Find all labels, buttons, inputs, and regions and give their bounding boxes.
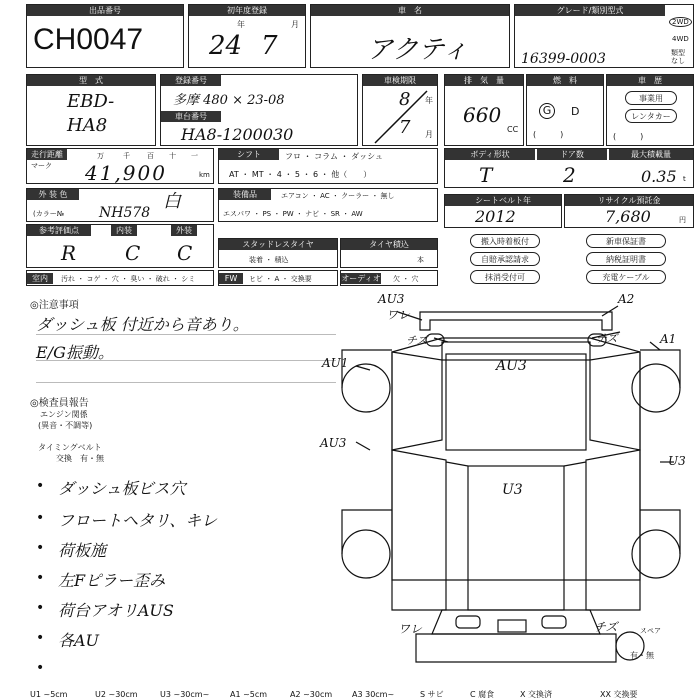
- timing-options: 交換 有・無: [56, 454, 104, 463]
- first-registration-box: [188, 4, 306, 68]
- inspector-bullet-6: •: [36, 660, 45, 676]
- notes-line-1: ダッシュ板 付近から音あり。: [36, 315, 249, 334]
- body-label: ボディ形状: [445, 149, 535, 160]
- legend-0: [30, 690, 67, 700]
- fuel-other: ( ): [533, 130, 564, 139]
- tire-stack-label: タイヤ積込: [341, 239, 437, 250]
- notes-rule-3: [36, 382, 336, 383]
- year-unit: 年: [237, 20, 245, 29]
- mileage-value: 41,900: [85, 161, 167, 185]
- wheel-rear-left: [342, 530, 390, 578]
- grade-box: [514, 4, 694, 68]
- mark-left-door: AU1: [322, 356, 349, 370]
- legend-item-6: S サビ: [420, 690, 444, 699]
- capacity-unit: t: [683, 175, 686, 183]
- license-plate: [498, 620, 526, 632]
- inspector-item-1: フロートヘタリ、キレ: [58, 511, 218, 530]
- mark-far-right: A1: [660, 332, 677, 346]
- mark-top-left-b: ワレ: [386, 308, 411, 322]
- engine-label: エンジン関係: [40, 410, 88, 419]
- first-reg-month: 7: [261, 31, 278, 61]
- sticker-0: 搬入時着板付: [470, 234, 540, 248]
- sticker-1: 自賠承認請求: [470, 252, 540, 266]
- doors-label: ドア数: [537, 149, 607, 160]
- inspector-item-4: 荷台アオリAUS: [58, 601, 174, 620]
- lot-number-label: 出品番号: [27, 5, 183, 16]
- history-rental: レンタカー: [625, 109, 677, 123]
- legend-3: [230, 690, 267, 700]
- inspection-strike: [371, 89, 431, 145]
- car-name-box: [310, 4, 510, 68]
- seatbelt-label: シートベルト年: [445, 195, 561, 206]
- notes-title: ◎注意事項: [30, 300, 79, 311]
- wheel-front-right: [632, 364, 680, 412]
- front-arch-right: [640, 350, 680, 388]
- mileage-unit-2: 百: [147, 152, 154, 160]
- fuel-d: D: [571, 105, 580, 118]
- aircon-options: エアコン ・ AC ・ クーラー ・ 無し: [281, 192, 395, 200]
- first-reg-year: 24: [209, 31, 243, 61]
- inspection-year: 8: [399, 89, 411, 110]
- mark-top-right: A2: [618, 292, 635, 306]
- inspector-bullet-0: •: [36, 478, 45, 494]
- month-unit: 月: [291, 20, 299, 29]
- fuel-g: G: [539, 103, 555, 119]
- lot-number-box: [26, 4, 184, 68]
- inspector-item-0: ダッシュ板ビス穴: [58, 479, 186, 498]
- studless-label: スタッドレスタイヤ: [219, 239, 337, 250]
- seatbelt-box: [444, 194, 562, 228]
- legend-item-1: U2 ~30cm: [95, 690, 138, 699]
- legend-7: [470, 690, 494, 700]
- mileage-unit-0: 万: [97, 152, 104, 160]
- history-label: 車 歴: [607, 75, 693, 86]
- sticker-2: 抹消受付可: [470, 270, 540, 284]
- displacement-value: 660: [463, 103, 502, 127]
- capacity-value: 0.35: [641, 167, 677, 186]
- legend-1: [95, 690, 138, 700]
- mark-top-left-a: AU3: [378, 292, 405, 306]
- capacity-label: 最大積載量: [609, 149, 693, 160]
- registration-box: [160, 74, 358, 146]
- reg-number: 多摩 480 × 23-08: [173, 93, 285, 108]
- inspector-bullet-1: •: [36, 510, 45, 526]
- taillight-left: [456, 616, 480, 628]
- inspection-year-unit: 年: [425, 96, 433, 105]
- engine-sub: (異音・不調等): [38, 421, 93, 430]
- drive-4wd: 4WD: [672, 35, 689, 43]
- shift-type: AT ・ MT ・ 4 ・ 5 ・ 6 ・ 他（ ）: [229, 170, 372, 179]
- room-box: [26, 270, 214, 286]
- doors-value: 2: [563, 163, 576, 187]
- lot-number: CH0047: [33, 23, 144, 56]
- first-registration-label: 初年度登録: [189, 5, 305, 16]
- drive-none: 類型なし: [671, 49, 685, 65]
- audio-options: 欠 ・ 穴: [393, 275, 419, 283]
- left-panel: [392, 450, 446, 610]
- right-panel: [586, 450, 640, 610]
- spare-value: 有・無: [630, 651, 654, 660]
- taillight-right: [542, 616, 566, 628]
- ref-eval-label: 参考評価点: [27, 225, 91, 236]
- inspection-label: 車検期限: [363, 75, 437, 86]
- mark-bed: U3: [502, 482, 523, 498]
- mark-mid-right: チズ: [596, 332, 618, 345]
- studless-box: [218, 238, 338, 268]
- km-unit: km: [199, 171, 210, 179]
- mileage-unit-4: 一: [191, 152, 198, 160]
- mark-right-mid: U3: [668, 454, 686, 468]
- shift-box: [218, 148, 438, 184]
- leader-top-right: [602, 306, 618, 316]
- type-value-2: HA8: [67, 115, 108, 136]
- audio-label: オーディオ: [341, 274, 381, 283]
- notes-line-2: E/G振動。: [36, 343, 114, 362]
- mark-windshield: AU3: [496, 358, 527, 374]
- history-business: 事業用: [625, 91, 677, 105]
- legend-6: [420, 690, 444, 700]
- equipment-items: エスパワ ・ PS ・ PW ・ ナビ ・ SR ・ AW: [223, 210, 363, 218]
- cab-outline: [392, 338, 640, 580]
- equipment-label: 装備品: [219, 189, 271, 200]
- legend-item-4: A2 ~30cm: [290, 690, 333, 699]
- legend-9: [600, 690, 638, 700]
- body-box: [444, 148, 694, 188]
- fw-options: ヒビ ・ A ・ 交換要: [249, 275, 312, 283]
- recycle-unit: 円: [679, 216, 686, 224]
- history-box: [606, 74, 694, 146]
- inspection-month: 7: [399, 117, 411, 138]
- exterior-eval-label: 外装: [171, 225, 197, 236]
- fuel-box: [526, 74, 604, 146]
- legend-4: [290, 690, 332, 700]
- legend-item-3: A1 ~5cm: [230, 690, 268, 699]
- fuel-label: 燃 料: [527, 75, 603, 86]
- wheel-front-left: [342, 364, 390, 412]
- shift-label: シフト: [219, 149, 279, 160]
- leader-left-door: [356, 366, 370, 370]
- audio-box: [340, 270, 438, 286]
- studless-options: 装着 ・ 積込: [249, 256, 289, 264]
- sticker-3: 新車保証書: [586, 234, 666, 248]
- mileage-box: [26, 148, 214, 184]
- room-label: 室内: [27, 273, 53, 284]
- exterior-value: C: [177, 241, 193, 265]
- history-other: ( ): [613, 132, 644, 141]
- mark-left-mid: AU3: [320, 436, 347, 450]
- type-box: [26, 74, 156, 146]
- interior-value: C: [125, 241, 141, 265]
- body-value: T: [479, 163, 493, 187]
- legend-item-8: X 交換済: [520, 690, 553, 699]
- inspector-bullet-4: •: [36, 600, 45, 616]
- legend-item-0: U1 ~5cm: [30, 690, 68, 699]
- seatbelt-year: 2012: [475, 207, 516, 226]
- rear-gate: [432, 610, 600, 634]
- wheel-rear-right: [632, 530, 680, 578]
- tire-stack-unit: 本: [417, 256, 424, 264]
- mark-bottom-left: ワレ: [398, 622, 423, 636]
- car-name: アクティ: [367, 35, 469, 65]
- interior-label: 内装: [111, 225, 137, 236]
- shift-position: フロ ・ コラム ・ ダッシュ: [285, 152, 383, 161]
- legend-item-7: C 腐食: [470, 690, 495, 699]
- left-door: [392, 352, 442, 450]
- notes-rule-2: [36, 360, 336, 361]
- chassis-number: HA8-1200030: [181, 125, 294, 144]
- recycle-value: 7,680: [605, 207, 651, 226]
- reg-number-label: 登録番号: [161, 75, 221, 86]
- recycle-label: リサイクル預託金: [565, 195, 693, 206]
- exterior-color-label: 外 装 色: [27, 189, 79, 200]
- mark-bottom-right: チズ: [594, 620, 618, 634]
- evaluation-box: [26, 224, 214, 268]
- inspector-item-2: 荷板施: [58, 541, 107, 560]
- equipment-box: [218, 188, 438, 222]
- legend-5: [352, 690, 394, 700]
- timing-label: タイミングベルト: [38, 443, 102, 452]
- fw-box: [218, 270, 338, 286]
- spare-label: スペア: [640, 627, 661, 635]
- grade-label: グレード/類別型式: [515, 5, 665, 16]
- rear-arch-left: [342, 510, 392, 554]
- type-value-1: EBD-: [67, 91, 115, 112]
- inspection-month-unit: 月: [425, 130, 433, 139]
- inspector-bullet-5: •: [36, 630, 45, 646]
- legend-item-5: A3 30cm~: [352, 690, 395, 699]
- color-code: NH578: [99, 205, 151, 221]
- exterior-color-box: [26, 188, 214, 222]
- mark-mid-left: チズ: [406, 334, 428, 347]
- recycle-box: [564, 194, 694, 228]
- right-door: [590, 352, 640, 450]
- grade-code: 16399-0003: [521, 51, 606, 67]
- mileage-label: 走行距離: [27, 149, 67, 160]
- displacement-box: [444, 74, 524, 146]
- inspector-bullet-2: •: [36, 540, 45, 556]
- mileage-mark: マーク: [31, 162, 52, 170]
- legend-8: [520, 690, 552, 700]
- inspector-bullet-3: •: [36, 570, 45, 586]
- fw-label: FW: [219, 273, 243, 284]
- legend-2: [160, 690, 209, 700]
- displacement-label: 排 気 量: [445, 75, 523, 86]
- chassis-label: 車台番号: [161, 111, 221, 122]
- cc-unit: CC: [507, 125, 519, 134]
- inspector-item-3: 左Fピラー歪み: [58, 571, 166, 590]
- inspection-box: [362, 74, 438, 146]
- leader-far-right: [650, 342, 660, 350]
- legend-item-9: XX 交換要: [600, 690, 638, 699]
- legend-item-2: U3 ~30cm~: [160, 690, 210, 699]
- front-bumper-top: [420, 312, 612, 330]
- color-code-label: (カラー№: [33, 210, 65, 218]
- inspector-title: ◎検査員報告: [30, 398, 89, 409]
- tire-stack-box: [340, 238, 438, 268]
- rear-bumper: [416, 634, 616, 662]
- sticker-5: 充電ケーブル: [586, 270, 666, 284]
- sticker-4: 納税証明書: [586, 252, 666, 266]
- ref-eval-value: R: [61, 241, 77, 265]
- bed-rail-left: [446, 462, 468, 466]
- inspector-item-5: 各AU: [58, 631, 100, 650]
- car-name-label: 車 名: [311, 5, 509, 16]
- mileage-unit-1: 千: [123, 152, 130, 160]
- room-options: 汚れ ・ コゲ ・ 穴 ・ 臭い ・ 破れ ・ シミ: [61, 275, 196, 283]
- type-label: 型 式: [27, 75, 155, 86]
- mileage-unit-3: 十: [169, 152, 176, 160]
- notes-rule-1: [36, 334, 336, 335]
- leader-left-mid: [356, 442, 370, 450]
- bed-rail-right: [564, 462, 586, 466]
- drive-2wd: 2WD: [669, 17, 692, 27]
- color-value: 白: [163, 191, 181, 212]
